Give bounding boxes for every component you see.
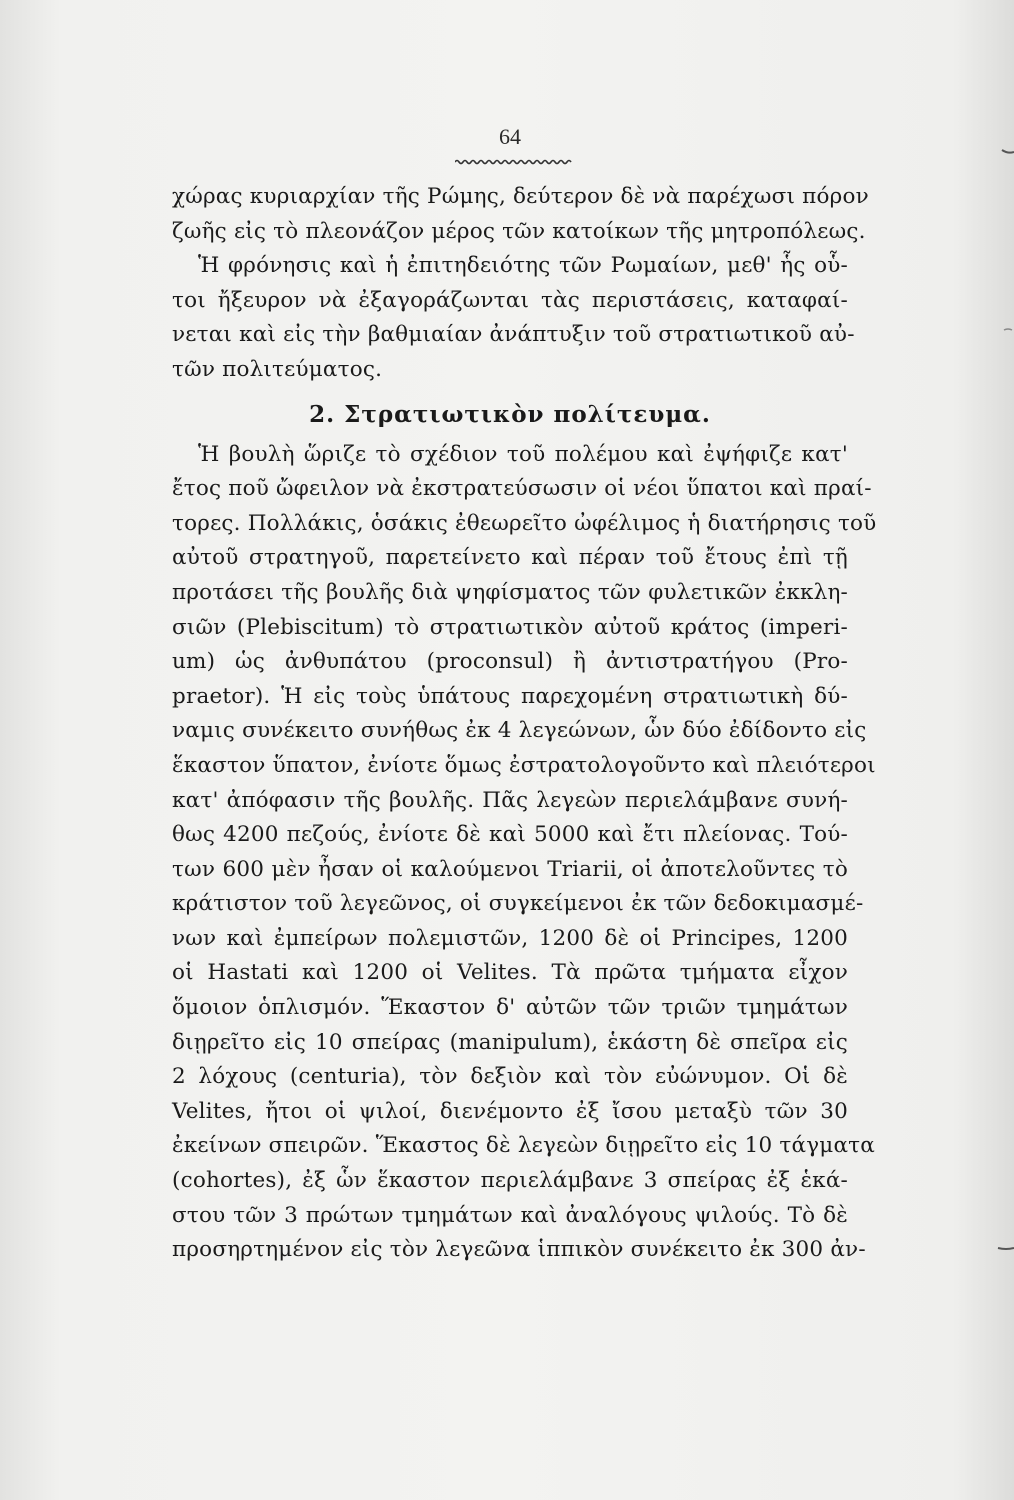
text-line: των 600 μὲν ἦσαν οἱ καλούμενοι Triarii, οἱ ἀποτελοῦντες τὸ <box>172 856 848 882</box>
text-line: αὐτοῦ στρατηγοῦ, παρετείνετο καὶ πέραν τοῦ ἔτους ἐπὶ τῇ <box>172 545 848 571</box>
text-line: ἕκαστον ὕπατον, ἐνίοτε ὅμως ἐστρατολογοῦντο καὶ πλειότεροι <box>172 752 876 778</box>
text-line: ἔτος ποῦ ὤφειλον νὰ ἐκστρατεύσωσιν οἱ νέοι ὕπατοι καὶ πραί- <box>172 476 872 502</box>
page-number: 64 <box>499 124 521 149</box>
text-line: um) ὡς ἀνθυπάτου (proconsul) ἢ ἀντιστρατήγου (Pro- <box>172 649 848 675</box>
text-line: προτάσει τῆς βουλῆς διὰ ψηφίσματος τῶν φυλετικῶν ἐκκλη- <box>172 579 848 605</box>
text-line: τορες. Πολλάκις, ὁσάκις ἐθεωρεῖτο ὠφέλιμος ἡ διατήρησις τοῦ <box>172 510 877 536</box>
text-line: κατ' ἀπόφασιν τῆς βουλῆς. Πᾶς λεγεὼν περιελάμβανε συνή- <box>172 787 848 813</box>
text-line: ὅμοιον ὁπλισμόν. Ἕκαστον δ' αὐτῶν τῶν τριῶν τμημάτων <box>172 995 848 1021</box>
text-line: Velites, ἤτοι οἱ ψιλοί, διενέμοντο ἐξ ἴσου μεταξὺ τῶν 30 <box>172 1098 848 1124</box>
text-line: νεται καὶ εἰς τὴν βαθμιαίαν ἀνάπτυξιν τοῦ στρατιωτικοῦ αὐ- <box>172 322 855 348</box>
text-line: (cohortes), ἐξ ὧν ἕκαστον περιελάμβανε 3 σπείρας ἐξ ἑκά- <box>172 1168 848 1194</box>
text-line: σιῶν (Plebiscitum) τὸ στρατιωτικὸν αὐτοῦ κράτος (imperi- <box>172 614 848 640</box>
text-line: 2 λόχους (centuria), τὸν δεξιὸν καὶ τὸν εὐώνυμον. Οἱ δὲ <box>172 1064 848 1090</box>
text-line: Ἡ βουλὴ ὥριζε τὸ σχέδιον τοῦ πολέμου καὶ ἐψήφιζε κατ' <box>198 441 848 467</box>
text-line: ζωῆς εἰς τὸ πλεονάζον μέρος τῶν κατοίκων τῆς μητροπόλεως. <box>172 218 866 244</box>
text-line: τῶν πολιτεύματος. <box>172 356 383 382</box>
section-heading: 2. Στρατιωτικὸν πολίτευμα. <box>309 400 711 428</box>
text-line: οἱ Hastati καὶ 1200 οἱ Velites. Τὰ πρῶτα τμήματα εἶχον <box>172 960 848 986</box>
page-body <box>172 180 877 1268</box>
text-line: διῃρεῖτο εἰς 10 σπείρας (manipulum), ἑκάστη δὲ σπεῖρα εἰς <box>172 1029 848 1055</box>
text-line: νων καὶ ἐμπείρων πολεμιστῶν, 1200 δὲ οἱ Principes, 1200 <box>172 925 848 951</box>
text-line: τοι ἤξευρον νὰ ἐξαγοράζωνται τὰς περιστάσεις, καταφαί- <box>172 287 848 313</box>
page-edge-marks <box>984 0 1014 1500</box>
text-line: προσηρτημένον εἰς τὸν λεγεῶνα ἱππικὸν συνέκειτο ἐκ 300 ἀν- <box>172 1237 866 1263</box>
text-line: χώρας κυριαρχίαν τῆς Ρώμης, δεύτερον δὲ νὰ παρέχωσι πόρον <box>172 184 869 209</box>
wavy-rule-ornament <box>455 158 573 166</box>
text-line: praetor). Ἡ εἰς τοὺς ὑπάτους παρεχομένη στρατιωτικὴ δύ- <box>172 683 848 709</box>
text-line: θως 4200 πεζούς, ἐνίοτε δὲ καὶ 5000 καὶ ἔτι πλείονας. Τού- <box>172 822 848 848</box>
text-line: ἐκείνων σπειρῶν. Ἕκαστος δὲ λεγεὼν διῃρεῖτο εἰς 10 τάγματα <box>172 1133 875 1159</box>
text-line: στου τῶν 3 πρώτων τμημάτων καὶ ἀναλόγους ψιλούς. Τὸ δὲ <box>172 1202 848 1228</box>
text-line: ναμις συνέκειτο συνήθως ἐκ 4 λεγεώνων, ὧν δύο ἐδίδοντο εἰς <box>172 718 867 744</box>
text-line: Ἡ φρόνησις καὶ ἡ ἐπιτηδειότης τῶν Ρωμαίων, μεθ' ἧς οὗ- <box>198 253 848 279</box>
text-line: κράτιστον τοῦ λεγεῶνος, οἱ συγκείμενοι ἐκ τῶν δεδοκιμασμέ- <box>172 891 864 917</box>
